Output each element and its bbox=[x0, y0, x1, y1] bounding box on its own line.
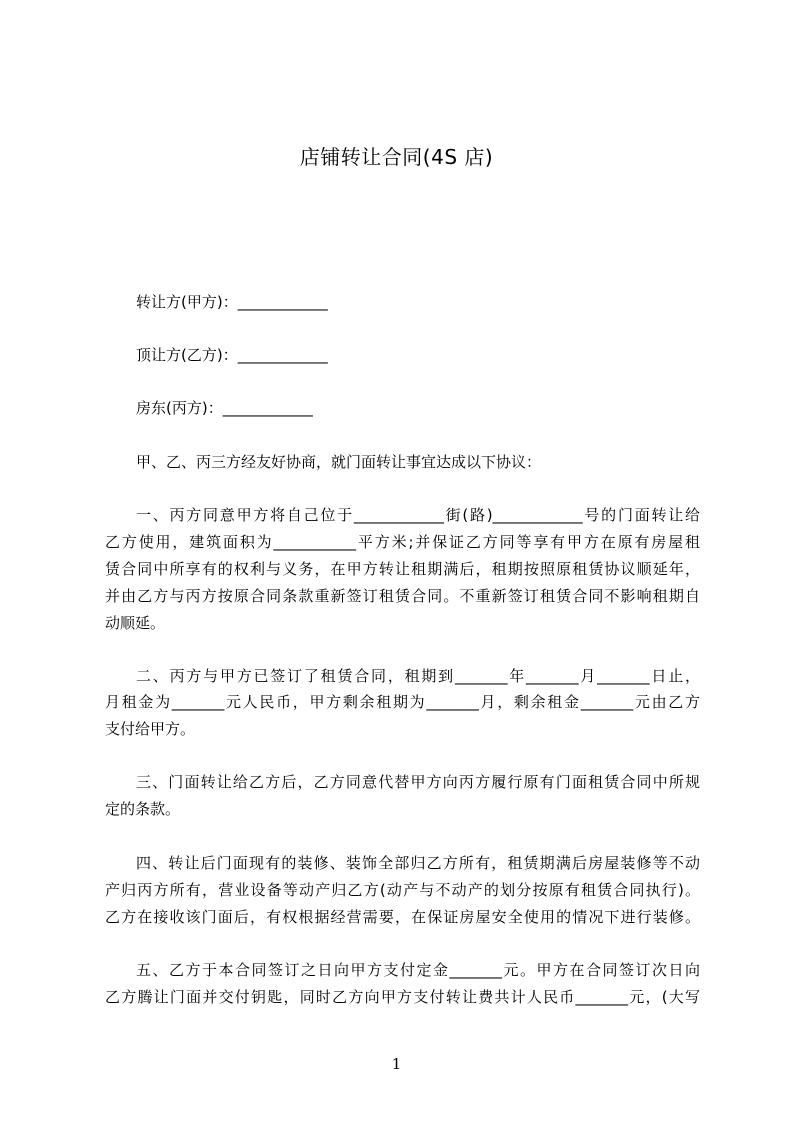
clause-1-line-2: 乙方使用，建筑面积为___________平方米;并保证乙方同等享有甲方在原有房屋租 bbox=[105, 533, 700, 551]
document-title: 店铺转让合同(4S 店) bbox=[299, 145, 494, 169]
clause-1-line-1: 一、丙方同意甲方将自己位于____________街(路)____________号的门面转让给 bbox=[136, 506, 700, 524]
clause-5-line-1: 五、乙方于本合同签订之日向甲方支付定金_______元。甲方在合同签订次日向 bbox=[136, 961, 700, 979]
clause-2-line-2: 月租金为_______元人民币，甲方剩余租期为_______月，剩余租金_______元由乙方 bbox=[105, 693, 700, 711]
clause-1-line-3: 赁合同中所享有的权利与义务，在甲方转让租期满后，租期按照原租赁协议顺延年， bbox=[105, 560, 700, 578]
page-number: 1 bbox=[391, 1055, 402, 1073]
clause-4-line-1: 四、转让后门面现有的装修、装饰全部归乙方所有，租赁期满后房屋装修等不动 bbox=[136, 854, 700, 872]
clause-2-line-3: 支付给甲方。 bbox=[105, 720, 196, 738]
clause-2-line-1: 二、丙方与甲方已签订了租赁合同，租期到_______年_______月_______日止， bbox=[136, 667, 700, 685]
clause-1-line-5: 动顺延。 bbox=[105, 614, 166, 632]
clause-3-line-2: 定的条款。 bbox=[105, 800, 181, 818]
clause-5-line-2: 乙方腾让门面并交付钥匙，同时乙方向甲方支付转让费共计人民币_______元，(大写 bbox=[105, 988, 700, 1006]
clause-4-line-2: 产归丙方所有，营业设备等动产归乙方(动产与不动产的划分按原有租赁合同执行)。 bbox=[105, 881, 700, 899]
landlord-line: 房东(丙方)：____________ bbox=[136, 399, 313, 417]
clause-1-line-4: 并由乙方与丙方按原合同条款重新签订租赁合同。不重新签订租赁合同不影响租期自 bbox=[105, 587, 700, 605]
clause-3-line-1: 三、门面转让给乙方后，乙方同意代替甲方向丙方履行原有门面租赁合同中所规 bbox=[136, 773, 700, 791]
intro-paragraph: 甲、乙、丙三方经友好协商，就门面转让事宜达成以下协议： bbox=[136, 453, 542, 471]
transferor-line: 转让方(甲方)：____________ bbox=[136, 293, 328, 311]
transferee-line: 顶让方(乙方)：____________ bbox=[136, 346, 328, 364]
clause-4-line-3: 乙方在接收该门面后，有权根据经营需要，在保证房屋安全使用的情况下进行装修。 bbox=[105, 908, 700, 926]
